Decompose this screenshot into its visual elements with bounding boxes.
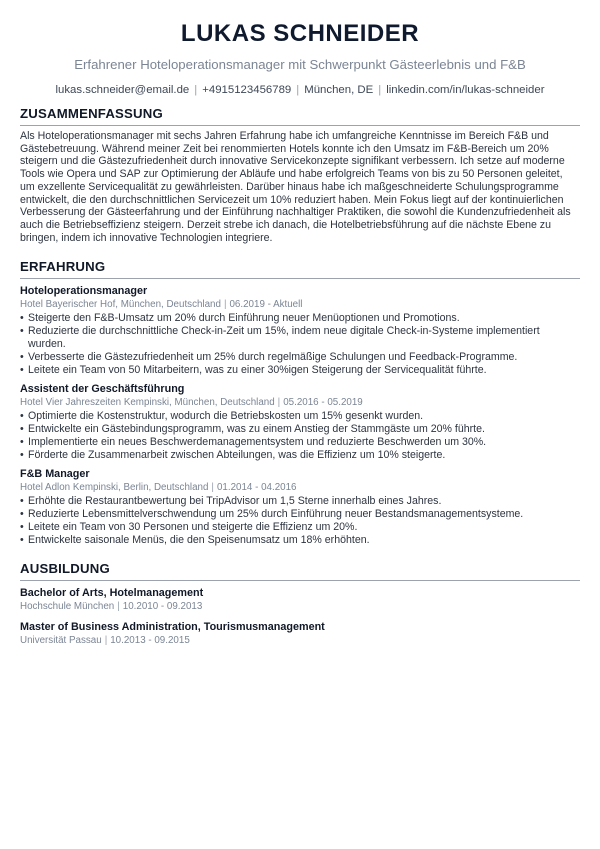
contact-linkedin[interactable]: linkedin.com/in/lukas-schneider [386, 84, 545, 96]
bullet-text: Entwickelte saisonale Menüs, die den Speisenumsatz um 18% erhöhten. [28, 534, 370, 546]
education-heading: AUSBILDUNG [20, 561, 580, 581]
bullet-text: Förderte die Zusammenarbeit zwischen Abteilungen, was die Effizienz um 10% steigerte. [28, 449, 446, 461]
candidate-name: LUKAS SCHNEIDER [180, 20, 420, 47]
bullet-text: Erhöhte die Restaurantbewertung bei TripAdvisor um 1,5 Sterne innerhalb eines Jahres. [28, 495, 442, 507]
bullet-dot: • [20, 364, 24, 376]
bullet-text: Implementierte ein neues Beschwerdemanagementsystem und reduzierte Beschwerden um 30%. [28, 436, 487, 448]
bullet-dot: • [20, 534, 24, 546]
job-bullet [20, 325, 580, 351]
contact-phone[interactable]: +4915123456789 [202, 84, 292, 96]
job-entry [20, 285, 580, 377]
job-bullets [20, 312, 580, 377]
job-bullet [20, 508, 580, 521]
contact-separator: | [378, 84, 382, 96]
education-section [20, 561, 580, 647]
job-bullet [20, 364, 580, 377]
summary-section [20, 106, 580, 244]
bullet-dot: • [20, 351, 24, 363]
education-degree: Master of Business Administration, Tourismusmanagement [20, 621, 325, 633]
education-degree: Bachelor of Arts, Hotelmanagement [20, 587, 204, 599]
job-bullet [20, 436, 580, 449]
bullet-text: Optimierte die Kostenstruktur, wodurch die Betriebskosten um 15% gesenkt wurden. [28, 410, 424, 422]
job-company: Hotel Adlon Kempinski, Berlin, Deutschland [20, 482, 209, 493]
bullet-text: Reduzierte Lebensmittelverschwendung um 25% durch Einführung neuer Bestandsmanagementsysteme. [28, 508, 524, 520]
education-entry [20, 587, 580, 613]
bullet-dot: • [20, 508, 24, 520]
education-school: Hochschule München [20, 601, 115, 612]
bullet-dot: • [20, 436, 24, 448]
job-meta [20, 397, 580, 409]
bullet-text: Entwickelte ein Gästebindungsprogramm, was zu einem Anstieg der Stammgäste um 20% führte. [28, 423, 485, 435]
job-bullet [20, 495, 580, 508]
job-entry [20, 468, 580, 547]
meta-separator: | [223, 299, 227, 310]
job-bullet [20, 312, 580, 325]
job-title: F&B Manager [20, 468, 90, 480]
education-dates: 10.2010 - 09.2013 [122, 601, 203, 612]
job-bullet [20, 351, 580, 364]
job-bullet [20, 534, 580, 547]
job-meta [20, 482, 580, 494]
job-company: Hotel Bayerischer Hof, München, Deutschland [20, 299, 221, 310]
bullet-dot: • [20, 325, 24, 337]
job-company: Hotel Vier Jahreszeiten Kempinski, München, Deutschland [20, 397, 275, 408]
meta-separator: | [211, 482, 214, 493]
job-meta [20, 299, 580, 311]
education-meta [20, 635, 580, 647]
contact-separator: | [194, 84, 198, 96]
meta-separator: | [117, 601, 120, 612]
bullet-text: Leitete ein Team von 30 Personen und steigerte die Effizienz um 20%. [28, 521, 358, 533]
bullet-dot: • [20, 495, 24, 507]
job-bullet [20, 449, 580, 462]
bullet-dot: • [20, 410, 24, 422]
bullet-text: Steigerte den F&B-Umsatz um 20% durch Einführung neuer Menüoptionen und Promotions. [28, 312, 460, 324]
contact-separator: | [296, 84, 300, 96]
meta-separator: | [277, 397, 281, 408]
bullet-dot: • [20, 312, 24, 324]
job-dates: 05.2016 - 05.2019 [283, 397, 363, 408]
contact-line [20, 83, 580, 97]
job-dates: 06.2019 - Aktuell [229, 299, 303, 310]
job-bullets [20, 410, 580, 462]
contact-email[interactable]: lukas.schneider@email.de [55, 84, 190, 96]
bullet-text: Leitete ein Team von 50 Mitarbeitern, was zu einer 30%igen Steigerung der Servicequalität führte. [28, 364, 487, 376]
contact-location: München, DE [304, 84, 374, 96]
experience-section [20, 259, 580, 547]
job-dates: 01.2014 - 04.2016 [216, 482, 297, 493]
education-dates: 10.2013 - 09.2015 [110, 635, 190, 646]
bullet-dot: • [20, 449, 24, 461]
experience-heading: ERFAHRUNG [20, 259, 580, 279]
job-entry [20, 383, 580, 462]
education-entry [20, 621, 580, 647]
education-school: Universität Passau [20, 635, 102, 646]
summary-text: Als Hoteloperationsmanager mit sechs Jahren Erfahrung habe ich umfangreiche Kenntnisse im Bereich F&B und Gästebetreuung. Während meiner Zeit bei renommierten Hotels konnte ich den Umsatz im F&B-Bereich um 20% steigern und die Gästezufriedenheit durch innovative Servicekonzepte signifikant verbessern. Ich setze auf moderne Tools wie Opera und SAP zur Optimierung der Abläufe und habe erfolgreich Teams von bis zu 50 Personen geleitet, um exzellente Servicequalität zu gewährleisten. Darüber hinaus habe ich maßgeschneiderte Schulungsprogramme entwickelt, die den durchschnittlichen Servicezeit um 10% reduziert haben. Mein Fokus liegt auf der kontinuierlichen Verbesserung der Gästeerfahrung und der Einführung nachhaltiger Praktiken, die sowohl die Kundenzufriedenheit als auch die Betriebseffizienz steigern. Derzeit strebe ich danach, die Hotelbetriebsführung auf die nächste Ebene zu bringen, indem ich innovative Technologien integriere. [20, 130, 571, 244]
bullet-text: Reduzierte die durchschnittliche Check-in-Zeit um 15%, indem neue digitale Check-in-Systeme implementiert wurden. [28, 325, 540, 350]
summary-heading: ZUSAMMENFASSUNG [20, 106, 580, 126]
job-bullets [20, 495, 580, 547]
meta-separator: | [104, 635, 108, 646]
bullet-text: Verbesserte die Gästezufriedenheit um 25% durch regelmäßige Schulungen und Feedback-Programme. [28, 351, 518, 363]
job-bullet [20, 410, 580, 423]
education-meta [20, 601, 580, 613]
job-bullet [20, 423, 580, 436]
candidate-headline: Erfahrener Hoteloperationsmanager mit Schwerpunkt Gästeerlebnis und F&B [74, 57, 526, 72]
job-bullet [20, 521, 580, 534]
job-title: Hoteloperationsmanager [20, 285, 148, 297]
bullet-dot: • [20, 423, 24, 435]
bullet-dot: • [20, 521, 24, 533]
job-title: Assistent der Geschäftsführung [20, 383, 185, 395]
